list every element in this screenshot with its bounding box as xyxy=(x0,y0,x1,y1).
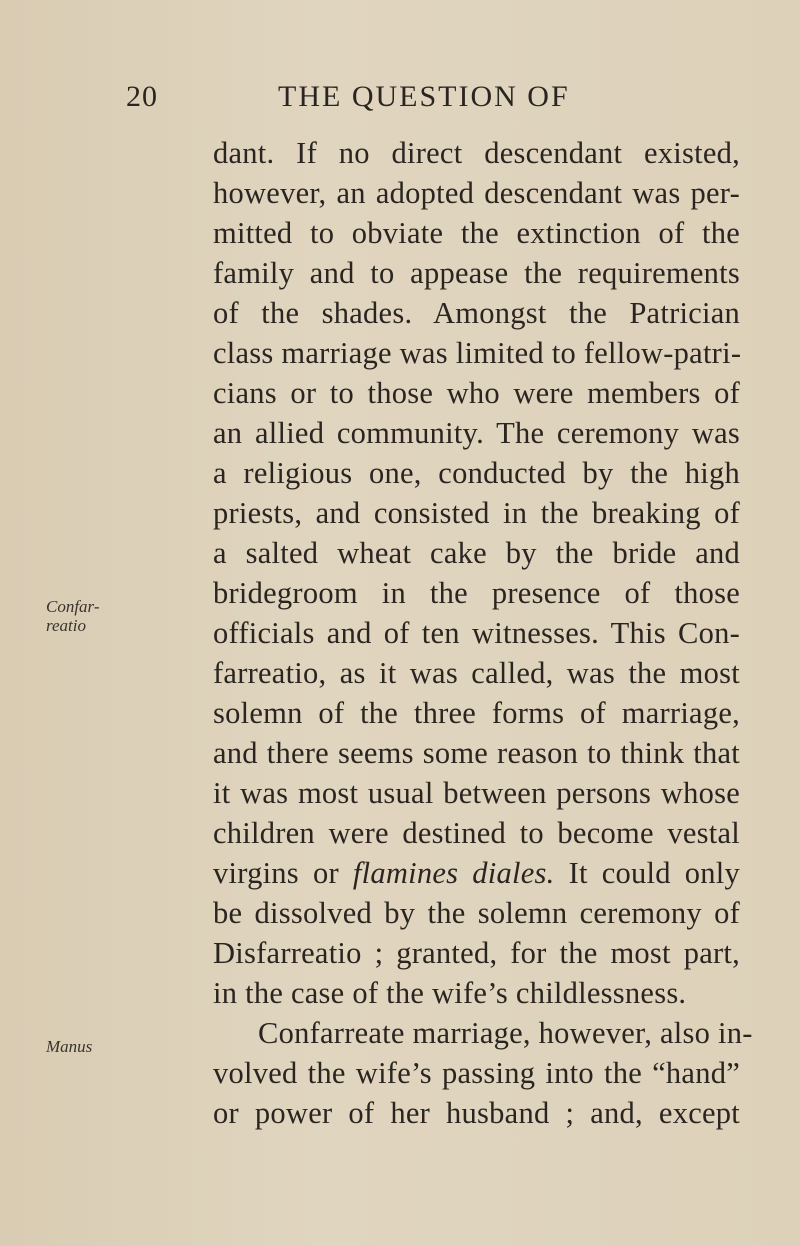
text-line: cians or to those who were members of xyxy=(213,376,740,410)
running-title: THE QUESTION OF xyxy=(278,80,570,113)
text-line: a salted wheat cake by the bride and xyxy=(213,536,740,570)
text-line: Disfarreatio ; granted, for the most part, xyxy=(213,936,740,970)
page-number: 20 xyxy=(126,80,158,113)
text-line: dant. If no direct descendant existed, xyxy=(213,136,740,170)
text-line: in the case of the wife’s childlessness. xyxy=(213,976,687,1010)
text-line: be dissolved by the solemn ceremony of xyxy=(213,896,740,930)
text-line: a religious one, conducted by the high xyxy=(213,456,740,490)
italic-phrase: flamines diales. xyxy=(352,856,555,890)
text-line: children were destined to become vestal xyxy=(213,816,740,850)
text-line: it was most usual between persons whose xyxy=(213,776,740,810)
margin-note-line: Confar- xyxy=(46,597,100,616)
text-line: officials and of ten witnesses. This Con- xyxy=(213,616,740,650)
text-line: farreatio, as it was called, was the most xyxy=(213,656,740,690)
text-segment: virgins or xyxy=(213,856,353,890)
text-line: however, an adopted descendant was per- xyxy=(213,176,740,210)
margin-note-line: reatio xyxy=(46,616,86,635)
text-line: an allied community. The ceremony was xyxy=(213,416,740,450)
text-line: family and to appease the requirements xyxy=(213,256,740,290)
margin-note-line: Manus xyxy=(46,1037,93,1056)
text-line: and there seems some reason to think that xyxy=(213,736,740,770)
text-line: solemn of the three forms of marriage, xyxy=(213,696,740,730)
text-line: volved the wife’s passing into the “hand” xyxy=(213,1056,740,1090)
text-line: or power of her husband ; and, except xyxy=(213,1096,740,1130)
text-line: priests, and consisted in the breaking of xyxy=(213,496,740,530)
page-header xyxy=(126,80,746,120)
text-segment: It could only xyxy=(554,856,740,890)
margin-note-confarreatio xyxy=(46,597,100,635)
text-line: mitted to obviate the extinction of the xyxy=(213,216,740,250)
text-line: bridegroom in the presence of those xyxy=(213,576,740,610)
text-line: Confarreate marriage, however, also in- xyxy=(258,1016,753,1050)
text-line: of the shades. Amongst the Patrician xyxy=(213,296,740,330)
margin-note-manus xyxy=(46,1037,92,1056)
text-line-with-italic xyxy=(213,853,740,893)
text-line: class marriage was limited to fellow-patri- xyxy=(213,336,742,370)
